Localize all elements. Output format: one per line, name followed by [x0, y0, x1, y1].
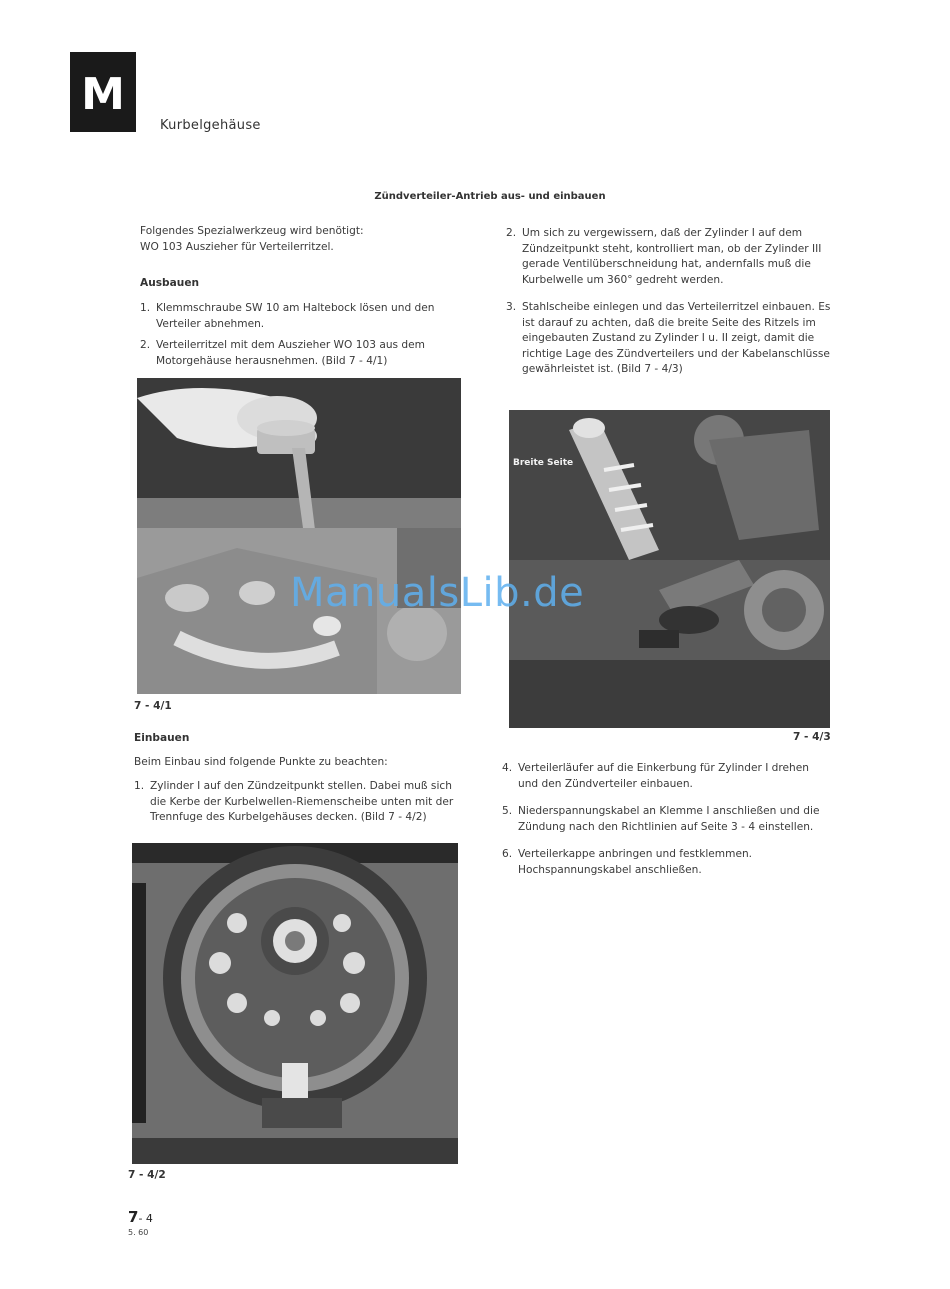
right-steps-top — [506, 226, 836, 378]
section-title: Kurbelgehäuse — [160, 118, 261, 133]
right-steps-bottom — [502, 761, 832, 878]
list-item — [502, 761, 832, 792]
figure-puller-photo — [137, 378, 461, 694]
einbauen-heading: Einbauen — [134, 732, 190, 744]
section-tab-letter: M — [70, 52, 136, 132]
einbauen-intro: Beim Einbau sind folgende Punkte zu beachten: — [134, 756, 388, 768]
figure-caption: 7 - 4/3 — [793, 731, 831, 743]
list-item — [140, 338, 470, 369]
page-number — [128, 1208, 153, 1226]
step-number: 2. — [140, 339, 151, 351]
figure-label-breite-seite: Breite Seite — [513, 458, 574, 468]
list-item — [134, 779, 468, 826]
step-number: 5. — [502, 805, 513, 817]
step-number: 2. — [506, 227, 517, 239]
step-number: 6. — [502, 848, 513, 860]
list-item — [506, 300, 836, 378]
list-item — [502, 847, 832, 878]
step-text: Verteilerkappe anbringen und festklemmen. Hochspannungskabel anschließen. — [518, 848, 753, 876]
intro-line-1: Folgendes Spezialwerkzeug wird benötigt: — [140, 225, 364, 237]
puller-photo-illustration — [137, 378, 461, 694]
intro-text — [140, 224, 470, 255]
step-text: Niederspannungskabel an Klemme I anschließen und die Zündung nach den Richtlinien auf Seite 3 - 4 einstellen. — [518, 805, 820, 833]
figure-caption: 7 - 4/1 — [134, 700, 172, 712]
page-number-main: 7 — [128, 1208, 139, 1226]
page-number-sub: - 4 — [138, 1212, 153, 1225]
figure-pulley-photo — [132, 843, 458, 1164]
einbauen-step-1 — [134, 779, 468, 826]
step-number: 4. — [502, 762, 513, 774]
step-number: 1. — [140, 302, 151, 314]
intro-line-2: WO 103 Auszieher für Verteilerritzel. — [140, 240, 334, 253]
step-text: Verteilerritzel mit dem Auszieher WO 103 aus dem Motorgehäuse herausnehmen. (Bild 7 - 4/1) — [156, 339, 425, 367]
step-text: Zylinder I auf den Zündzeitpunkt stellen. Dabei muß sich die Kerbe der Kurbelwellen-Riemenscheibe unten mit der Trennfuge des Kurbelgehäuses decken. (Bild 7 - 4/2) — [150, 780, 454, 823]
step-text: Verteilerläufer auf die Einkerbung für Zylinder I drehen und den Zündverteiler einbauen. — [518, 762, 809, 790]
step-number: 3. — [506, 301, 517, 313]
list-item — [502, 804, 832, 835]
step-text: Stahlscheibe einlegen und das Verteilerritzel einbauen. Es ist darauf zu achten, daß die breite Seite des Ritzels im eingebauten Zustand zu Zylinder I u. II zeigt, damit die richtige Lage des Zündverteilers und der Kabelanschlüsse gewährleistet ist. (Bild 7 - 4/3) — [522, 301, 831, 375]
figure-caption: 7 - 4/2 — [128, 1169, 166, 1181]
list-item — [506, 226, 836, 288]
page-date: 5. 60 — [128, 1228, 149, 1237]
pulley-photo-illustration — [132, 843, 458, 1164]
ausbauen-heading: Ausbauen — [140, 277, 200, 289]
list-item — [140, 301, 470, 332]
watermark: ManualsLib.de — [290, 570, 585, 616]
ausbauen-steps — [140, 301, 470, 369]
page-title: Zündverteiler-Antrieb aus- und einbauen — [374, 191, 606, 202]
step-text: Klemmschraube SW 10 am Haltebock lösen und den Verteiler abnehmen. — [156, 302, 435, 330]
step-text: Um sich zu vergewissern, daß der Zylinder I auf dem Zündzeitpunkt steht, kontrolliert man, ob der Zylinder III gerade Ventilüberschneidung hat, andernfalls muß die Kurbelwelle um 360° gedreht werden. — [522, 227, 822, 286]
step-number: 1. — [134, 780, 145, 792]
figure-distributor-gear-photo — [509, 410, 830, 728]
